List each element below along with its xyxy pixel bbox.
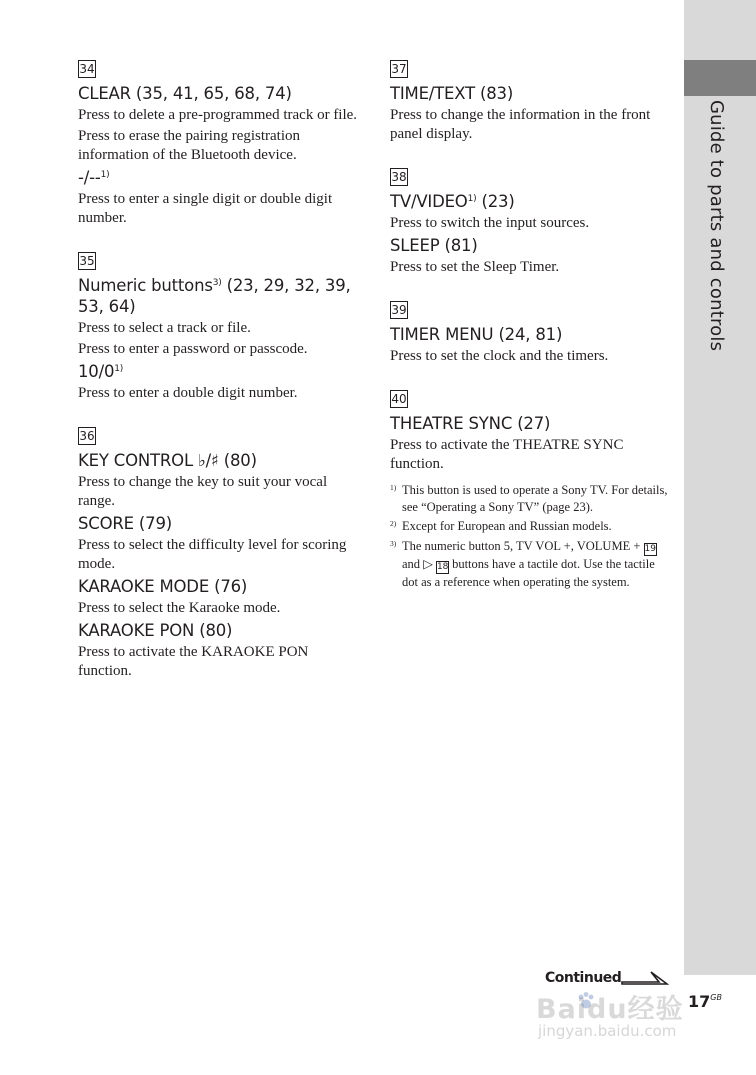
footnote [390,518,672,535]
footnote-ref: 1) [467,194,477,204]
section-tab-marker [684,60,756,96]
entry-40 [390,388,672,474]
watermark-url: jingyan.baidu.com [538,1022,677,1040]
entry-number: 36 [79,429,95,443]
entry-number: 38 [391,170,407,184]
entry-number: 37 [391,62,407,76]
footnote-text: Except for European and Russian models. [402,519,612,533]
footnote-ref: 1) [100,170,110,180]
continued-label: Continued [545,970,622,986]
button-number-box: 19 [644,543,656,554]
section-label: Guide to parts and controls [706,100,727,352]
footnote-ref: 3) [212,278,222,288]
entry-number: 39 [391,303,407,317]
footnote-mark: 3) [390,538,397,548]
entry-description: Press to activate the KARAOKE PON function. [78,644,309,679]
entry-36 [78,425,363,681]
entry-number: 34 [79,62,95,76]
entry-35 [78,250,363,403]
watermark [532,985,722,1065]
entry-heading: TIME/TEXT (83) [390,84,514,103]
footnote-text: The numeric button 5, TV VOL +, VOLUME + 19 and ▷ 18 buttons have a tactile dot. Use the tactile dot as a reference when operating the system. [402,538,656,589]
footnote [390,482,672,515]
entry-heading: SCORE (79) [78,514,172,533]
entry-description: Press to set the Sleep Timer. [390,259,560,275]
entry-number: 35 [79,254,95,268]
entry-heading: 10/0$^{1)}$ [78,362,124,381]
footnote-mark: 2) [390,519,397,528]
entry-heading: TIMER MENU (24, 81) [390,325,563,344]
entry-heading: CLEAR (35, 41, 65, 68, 74) [78,84,292,103]
entry-description: Press to change the key to suit your vocal range. [78,474,328,509]
entry-description: Press to enter a password or passcode. [78,341,308,357]
entry-34 [78,58,363,228]
entry-heading: SLEEP (81) [390,236,478,255]
entry-heading: KEY CONTROL ♭/♯ (80) [78,451,257,470]
entry-description: Press to erase the pairing registration information of the Bluetooth device. [78,128,301,163]
entry-description: Press to select a track or file. [78,320,251,336]
entry-description: Press to delete a pre-programmed track or file. [78,107,358,123]
section-sidebar [684,0,756,975]
entry-description: Press to select the Karaoke mode. [78,600,281,616]
entry-heading: Numeric buttons$^{3)}$ (23, 29, 32, 39, 53, 64) [78,276,351,316]
entry-description: Press to enter a single digit or double digit number. [78,191,333,226]
page-suffix: GB [710,993,722,1002]
page-number: $17^{GB}$ [688,992,722,1011]
entry-number: 40 [391,392,407,406]
entry-description: Press to set the clock and the timers. [390,348,609,364]
entry-heading: TV/VIDEO$^{1)}$ (23) [390,192,515,211]
footnotes [390,482,672,590]
footnote-mark: 1) [390,483,397,492]
entry-description: Press to enter a double digit number. [78,385,298,401]
entry-37 [390,58,672,144]
footnote-ref: 1) [114,364,124,374]
entry-description: Press to switch the input sources. [390,215,590,231]
entry-38 [390,166,672,277]
entry-heading: -/--$^{1)}$ [78,168,110,187]
entry-description: Press to change the information in the front panel display. [390,107,651,142]
entry-description: Press to activate the THEATRE SYNC function. [390,437,624,472]
watermark-brand: Baidu经验 [536,994,684,1025]
button-number-box: 18 [436,561,449,572]
footnote-text: This button is used to operate a Sony TV. For details, see “Operating a Sony TV” (page 23). [402,483,668,514]
right-column [390,58,672,593]
entry-heading: THEATRE SYNC (27) [390,414,551,433]
entry-heading: KARAOKE PON (80) [78,621,233,640]
entry-39 [390,299,672,366]
entry-description: Press to select the difficulty level for scoring mode. [78,537,347,572]
footnote [390,538,672,591]
entry-heading: KARAOKE MODE (76) [78,577,248,596]
left-column [78,58,363,703]
play-icon: ▷ [423,556,433,571]
